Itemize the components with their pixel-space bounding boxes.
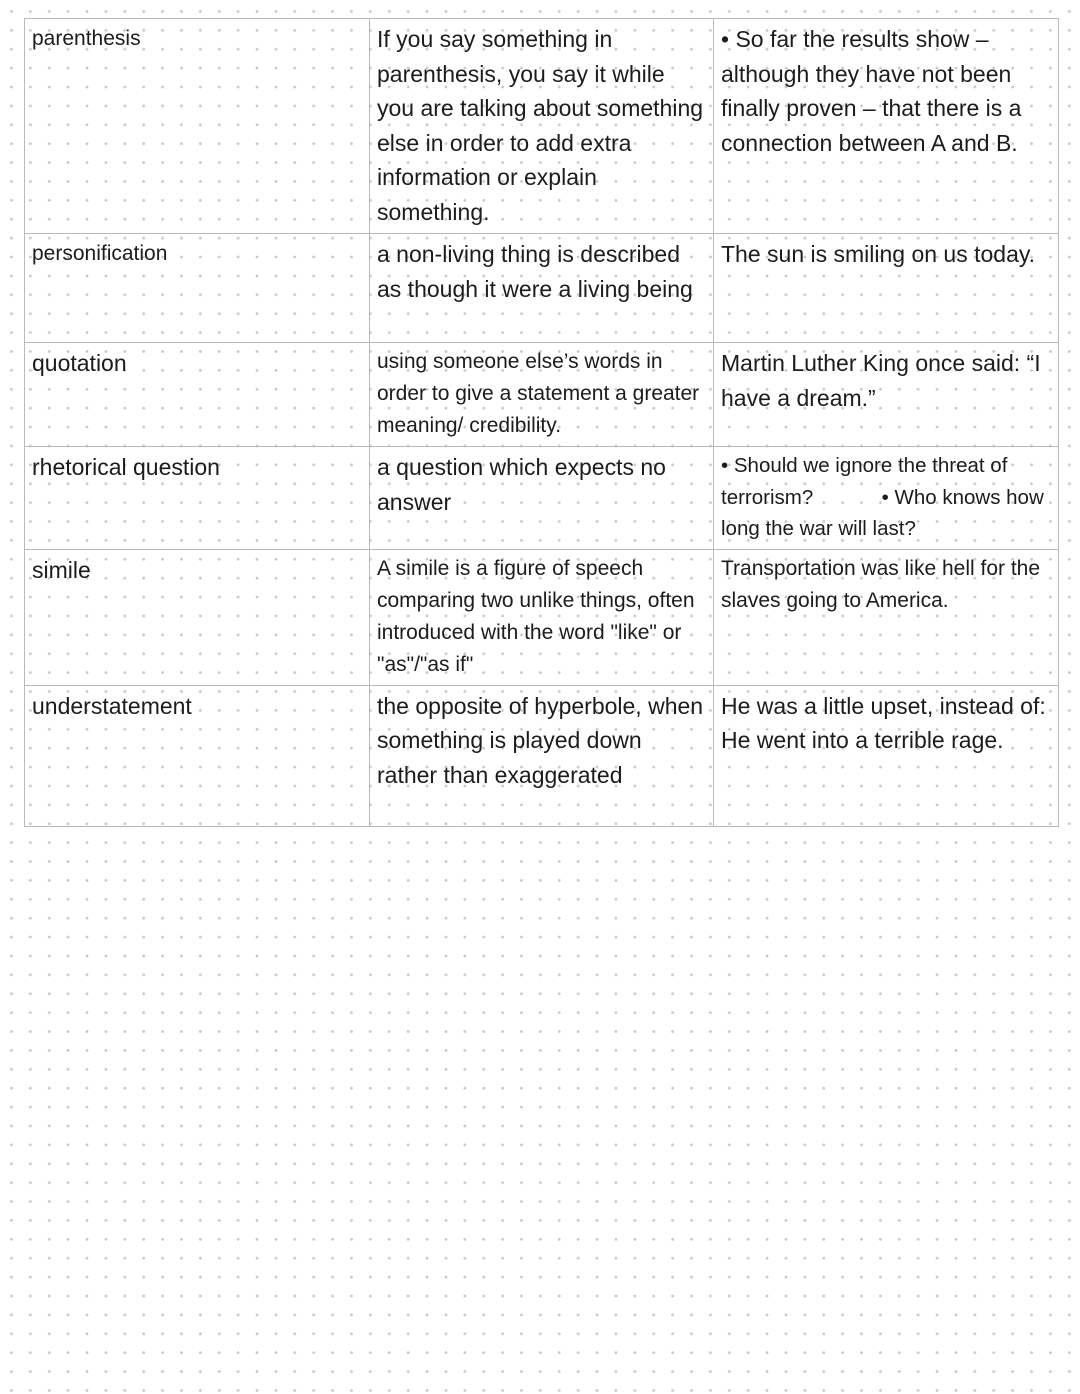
glossary-sheet: [24, 18, 1058, 827]
example-cell: Transportation was like hell for the slaves going to America.: [714, 549, 1059, 685]
example-cell: • So far the results show – although they have not been finally proven – that there is a connection between A and B.: [714, 19, 1059, 234]
example-part: • Who knows how long the war will last?: [721, 485, 1044, 540]
example-cell: Martin Luther King once said: “I have a dream.”: [714, 343, 1059, 447]
definition-cell: the opposite of hyperbole, when something is played down rather than exaggerated: [370, 685, 714, 826]
table-row: [25, 234, 1059, 343]
table-row: [25, 685, 1059, 826]
table-row: [25, 19, 1059, 234]
table-row: [25, 549, 1059, 685]
term-cell: rhetorical question: [25, 447, 370, 550]
example-part: • Should we ignore the threat of terrorism?: [721, 454, 1008, 509]
term-cell: simile: [25, 549, 370, 685]
example-cell: [714, 447, 1059, 550]
term-cell: parenthesis: [25, 19, 370, 234]
definition-cell: If you say something in parenthesis, you say it while you are talking about something else in order to add extra information or explain something.: [370, 19, 714, 234]
definition-cell: a non-living thing is described as though it were a living being: [370, 234, 714, 343]
definition-cell: using someone else’s words in order to give a statement a greater meaning/ credibility.: [370, 343, 714, 447]
example-cell: The sun is smiling on us today.: [714, 234, 1059, 343]
example-cell: He was a little upset, instead of: He went into a terrible rage.: [714, 685, 1059, 826]
definition-cell: A simile is a figure of speech comparing two unlike things, often introduced with the word "like" or "as"/"as if": [370, 549, 714, 685]
stylistic-devices-table: [24, 18, 1059, 827]
term-cell: quotation: [25, 343, 370, 447]
term-cell: understatement: [25, 685, 370, 826]
table-row: [25, 447, 1059, 550]
definition-cell: a question which expects no answer: [370, 447, 714, 550]
term-cell: personification: [25, 234, 370, 343]
table-row: [25, 343, 1059, 447]
